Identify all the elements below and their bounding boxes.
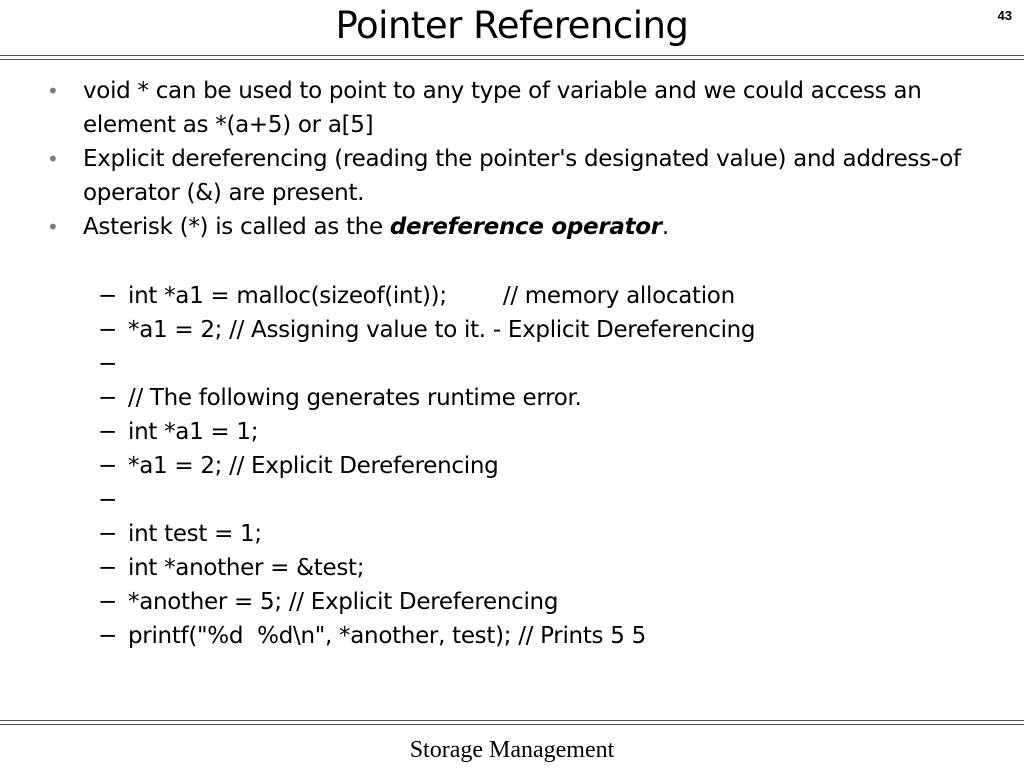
code-sublist bbox=[0, 279, 1024, 653]
dash-glyph: − bbox=[98, 419, 117, 445]
bullet-item bbox=[0, 210, 1024, 244]
sub-item bbox=[0, 483, 1024, 517]
dash-glyph: − bbox=[98, 283, 117, 309]
dash-glyph: − bbox=[98, 317, 117, 343]
footer-rule-bottom bbox=[0, 724, 1024, 725]
sub-item-text: int *a1 = 1; bbox=[128, 419, 259, 445]
sub-item-text: int *another = &test; bbox=[128, 555, 365, 581]
footer-text: Storage Management bbox=[409, 737, 615, 763]
dash-glyph: − bbox=[98, 589, 117, 615]
bullet-text: Asterisk (*) is called as the bbox=[83, 214, 390, 240]
sub-item bbox=[0, 585, 1024, 619]
dash-glyph: − bbox=[98, 623, 117, 649]
dash-glyph: − bbox=[98, 385, 117, 411]
sub-item-text: printf("%d %d\n", *another, test); // Prints 5 5 bbox=[128, 623, 646, 649]
title-rule-top bbox=[0, 55, 1024, 56]
bullet-item bbox=[0, 74, 1024, 142]
sub-item bbox=[0, 279, 1024, 313]
sub-item-text: *a1 = 2; // Assigning value to it. - Explicit Dereferencing bbox=[128, 317, 756, 343]
sub-item-text: *another = 5; // Explicit Dereferencing bbox=[128, 589, 559, 615]
sub-item-text: int test = 1; bbox=[128, 521, 262, 547]
dash-glyph: − bbox=[98, 453, 117, 479]
sub-item-text: int *a1 = malloc(sizeof(int)); // memory allocation bbox=[128, 283, 735, 309]
sub-item-text: *a1 = 2; // Explicit Dereferencing bbox=[128, 453, 499, 479]
sub-item bbox=[0, 517, 1024, 551]
bullet-list bbox=[0, 74, 1024, 244]
bullet-text: Explicit dereferencing (reading the pointer's designated value) and address-of operator (&) are present. bbox=[83, 146, 961, 206]
bullet-dot: • bbox=[47, 147, 59, 171]
footer-rule-top bbox=[0, 720, 1024, 721]
sub-item bbox=[0, 313, 1024, 347]
bullet-text: void * can be used to point to any type of variable and we could access an element as *(a+5) or a[5] bbox=[83, 78, 922, 138]
slide-title: Pointer Referencing bbox=[335, 4, 689, 47]
bullet-item bbox=[0, 142, 1024, 210]
dash-glyph: − bbox=[98, 521, 117, 547]
sub-item bbox=[0, 449, 1024, 483]
title-rule-bottom bbox=[0, 59, 1024, 60]
bullet-text-end: . bbox=[661, 214, 669, 240]
sub-item bbox=[0, 551, 1024, 585]
bullet-dot: • bbox=[47, 79, 59, 103]
sub-item bbox=[0, 619, 1024, 653]
bullet-dot: • bbox=[47, 215, 59, 239]
bullet-emphasis: dereference operator bbox=[389, 214, 662, 240]
dash-glyph: − bbox=[98, 555, 117, 581]
sub-item bbox=[0, 415, 1024, 449]
dash-glyph: − bbox=[98, 351, 117, 377]
sub-item bbox=[0, 381, 1024, 415]
sub-item-text: // The following generates runtime error. bbox=[128, 385, 582, 411]
dash-glyph: − bbox=[98, 487, 117, 513]
page-number: 43 bbox=[997, 8, 1012, 23]
sub-item bbox=[0, 347, 1024, 381]
